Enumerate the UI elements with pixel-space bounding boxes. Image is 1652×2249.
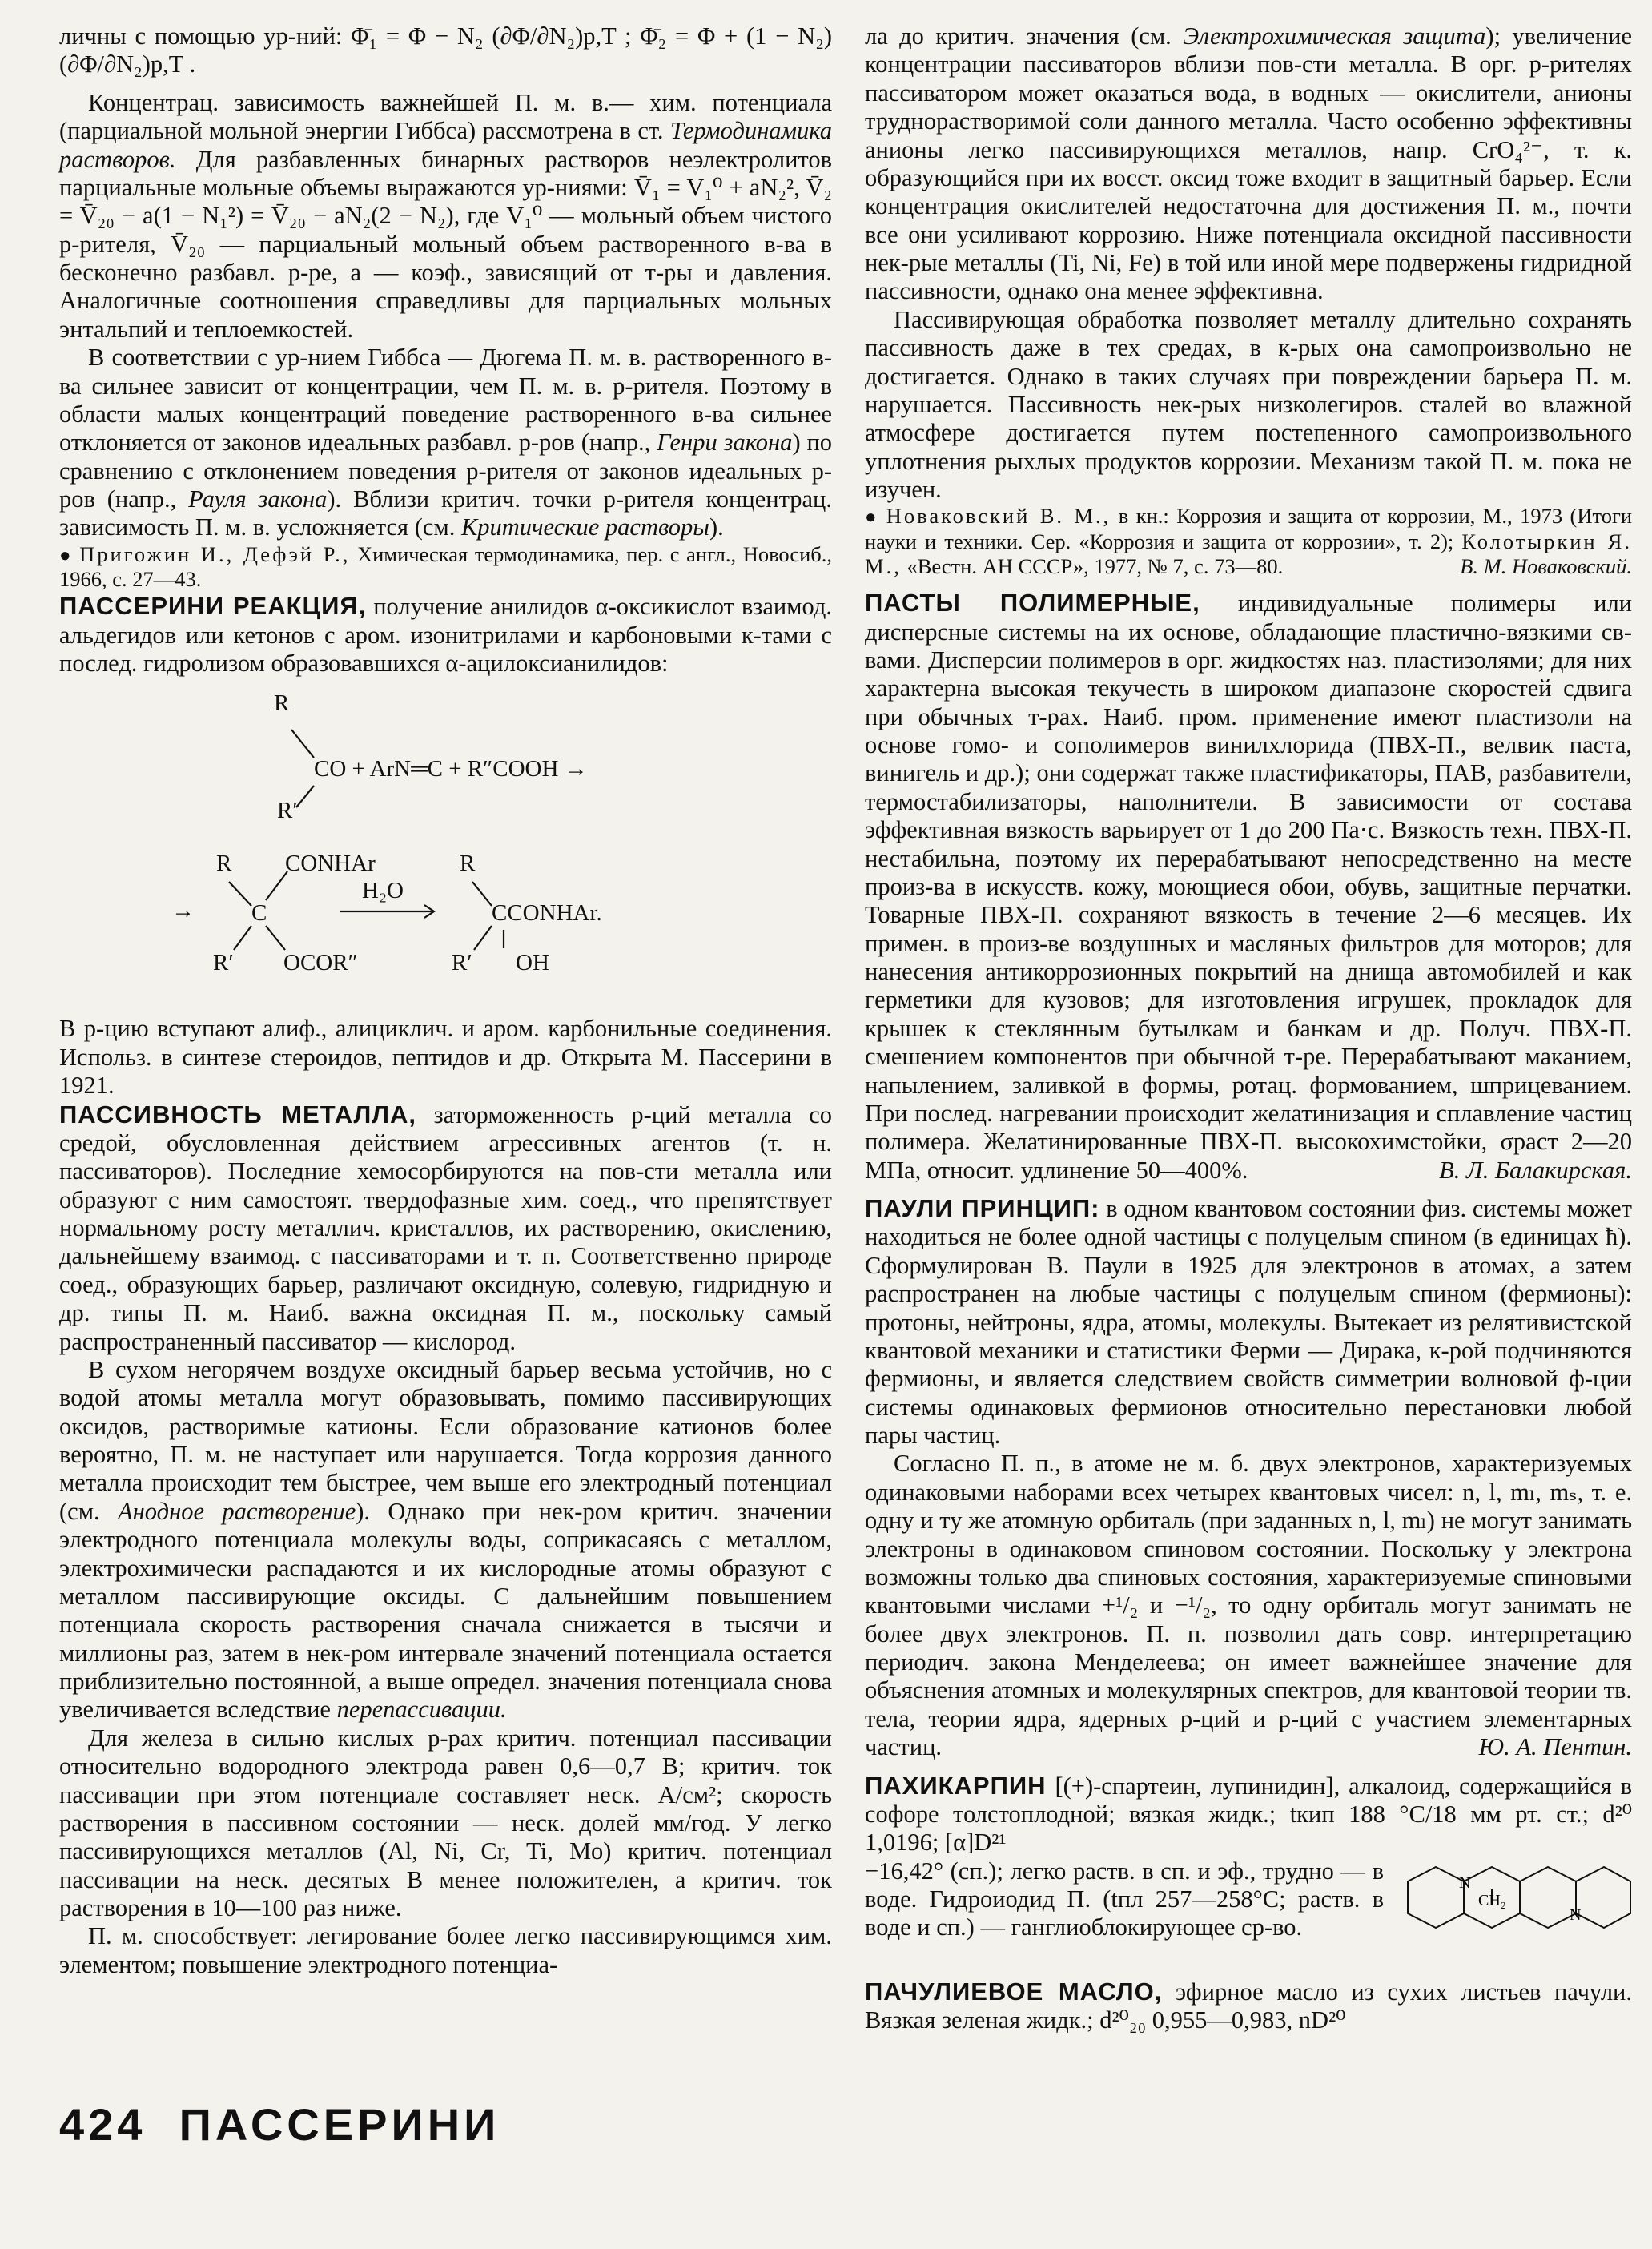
author-signature: В. М. Новаковский. (1460, 553, 1632, 578)
paragraph: Для железа в сильно кислых р-рах критич. потенциал пассивации относительно водородного электрода равен 0,6—0,7 В; критич. ток пассивации при этом потенциале составляет неск. А/см²; скорость растворения в пассивном состоянии — неск. долей мм/год. У легко пассивирующихся металлов (Al, Ni, Cr, Ti, Mo) критич. потенциал пассивации на неск. десятых В менее положителен, а критич. ток растворения в 10—100 раз ниже. (59, 1724, 832, 1922)
methylene-label: CH₂ (1478, 1891, 1506, 1909)
nitrogen-label: N (1570, 1905, 1582, 1924)
headword: ПАССИВНОСТЬ МЕТАЛЛА, (59, 1100, 416, 1129)
entry-passerini: ПАССЕРИНИ РЕАКЦИЯ, получение анилидов α-оксикислот взаимод. альдегидов или кетонов с аром. изонитрилами и карбоновыми к-тами с послед. гидролизом образовавшихся α-ацилоксианилидов: (59, 592, 832, 678)
nitrogen-label: N (1459, 1873, 1471, 1892)
bullet-icon: ● (865, 507, 879, 529)
paragraph: Концентрац. зависимость важнейшей П. м. в.— хим. потенциала (парциальной мольной энергии Гиббса) рассмотрена в ст. Термодинамика растворов. Для разбавленных бинарных растворов неэлектролитов парциальные мольные объемы выражаются ур-ниями: V̄₁ = V₁⁰ + aN₂², V̄₂ = V̄₂₀ − a(1 − N₁²) = V̄₂₀ − aN₂(2 − N₂), где V₁⁰ — мольный объем чистого р-рителя, V̄₂₀ — парциальный мольный объем растворенного в-ва в бесконечно разбавл. р-ре, a — коэф., зависящий от т-ры и давления. Аналогичные соотношения справедливы для парциальных мольных энтальпий и теплоемкостей. (59, 88, 833, 343)
cross-reference[interactable]: Анодное растворение (118, 1497, 356, 1525)
cross-reference[interactable]: Электрохимическая защита (1183, 22, 1486, 50)
cross-reference[interactable]: перепассивации. (336, 1696, 507, 1724)
cross-reference[interactable]: Генри закона (657, 428, 793, 457)
reaction-scheme (59, 686, 832, 1002)
paragraph: В соответствии с ур-нием Гиббса — Дюгема П. м. в. растворенного в-ва сильнее зависит от концентрации, чем П. м. в. р-рителя. Поэтому в области малых концентраций поведение растворенного в-ва сильнее отклоняется от законов идеальных разбавл. р-ров (напр., Генри закона) по сравнению с отклонением поведения р-рителя от законов идеальных р-ров (напр., Рауля закона). Вблизи критич. точки р-рителя концентрац. зависимость П. м. в. усложняется (см. Критические растворы). (59, 344, 833, 541)
running-head: ПАССЕРИНИ (179, 2099, 500, 2150)
reaction-line-1: CO + ArN═C + R″COOH → (314, 756, 588, 783)
headword: ПАУЛИ ПРИНЦИП: (865, 1194, 1100, 1223)
substituent-r: R (274, 690, 290, 717)
paragraph: В сухом негорячем воздухе оксидный барьер весьма устойчив, но с водой атомы металла могут образовывать, помимо пассивирующих оксидов, растворимые катионы. Если образование катионов более вероятно, П. м. не наступает или нарушается. Тогда коррозия данного металла происходит тем быстрее, чем выше его электродный потенциал (см. Анодное растворение). Однако при нек-ром критич. значении электродного потенциала молекулы воды, соприкасаясь с металлом, электрохимически распадаются и их кислородные атомы образуют с металлом пассивирующие оксиды. С дальнейшим повышением потенциала скорость растворения сначала снижается в тысячи и миллионы раз, затем в нек-ром интервале значений потенциала остается приблизительно постоянной, а выше определ. значения потенциала снова увеличивается вследствие перепассивации. (59, 1355, 833, 1724)
reaction-arrow: → (171, 898, 195, 924)
bullet-icon: ● (59, 545, 73, 566)
reference: ● Пригожин И., Дефэй Р., Химическая термодинамика, пер. с англ., Новосиб., 1966, с. 27—43. (59, 541, 833, 592)
paragraph: −16,42° (сп.); легко раств. в сп. и эф., трудно — в воде. Гидроиодид П. (tпл 257—258°C; раств. в воде и сп.) — ганглиоблокирующее ср-во. (865, 1857, 1384, 1941)
cross-reference[interactable]: Термодинамика растворов. (59, 117, 832, 173)
headword: ПАСТЫ ПОЛИМЕРНЫЕ, (865, 589, 1200, 618)
substituent-r-prime: R′ (452, 950, 472, 976)
headword: ПАХИКАРПИН (865, 1771, 1047, 1800)
entry-patchouli-oil: ПАЧУЛИЕВОЕ МАСЛО, эфирное масло из сухих листьев пачули. Вязкая зеленая жидк.; d²⁰₂₀ 0,955—0,983, nD²⁰ (865, 1977, 1632, 2034)
group-oh: OH (516, 950, 549, 976)
pachycarpine-block (865, 1857, 1632, 1942)
formula-paragraph: личны с помощью ур-ний: Φ̄₁ = Φ − N₂ (∂Φ/∂N₂)p,T ; Φ̄₂ = Φ + (1 − N₂)(∂Φ/∂N₂)p,T . (59, 22, 832, 78)
headword: ПАЧУЛИЕВОЕ МАСЛО, (865, 1977, 1163, 2006)
paragraph: Пассивирующая обработка позволяет металлу длительно сохранять пассивность даже в тех средах, в к-рых она самопроизвольно не достигается. Однако в таких случаях при повреждении барьера П. м. нарушается. Пассивность нек-рых низколегиров. сталей во влажной атмосфере достигается путем постепенного самопроизвольного уплотнения рыхлых продуктов коррозии. Механизм такой П. м. пока не изучен. (865, 305, 1632, 503)
entry-passivity: ПАССИВНОСТЬ МЕТАЛЛА, заторможенность р-ций металла со средой, обусловленная действием агрессивных агентов (т. н. пассиваторов). Последние хемосорбируются на пов-сти металла или образуют с ним самостоят. твердофазные хим. соед., что препятствует нормальному росту металлич. кристаллов, их растворению, окислению, дальнейшему взаимод. с пассиваторами и т. п. Соответственно природе соед., образующих барьер, различают оксидную, солевую, гидридную и др. типы П. м. Наиб. важна оксидная П. м., поскольку самый распространенный пассиватор — кислород. (59, 1100, 832, 1355)
sparteine-structure (1392, 1857, 1632, 1977)
entry-pachycarpine: ПАХИКАРПИН [(+)-спартеин, лупинидин], алкалоид, содержащийся в софоре толстоплодной; вязкая жидк.; tкип 188 °C/18 мм рт. ст.; d²⁰ 1,0196; [α]D²¹ (865, 1771, 1633, 1857)
paragraph: П. м. способствует: легирование более легко пассивирующимся хим. элементом; повышение электродного потенциа- (59, 1922, 832, 1978)
reagent-water: H₂O (362, 878, 404, 904)
group-conhar: CONHAr (285, 851, 376, 877)
carbon-center: C (251, 900, 267, 927)
left-column (59, 22, 832, 1979)
scheme-bonds (59, 686, 780, 1002)
paragraph: В р-цию вступают алиф., алициклич. и аром. карбонильные соединения. Использ. в синтезе стероидов, пептидов и др. Открыта М. Пассерини в 1921. (59, 1015, 832, 1100)
product-cconhar: CCONHAr. (492, 900, 602, 927)
author-signature: В. Л. Балакирская. (1439, 1156, 1632, 1184)
substituent-r: R (216, 851, 232, 877)
substituent-r-prime: R′ (213, 950, 234, 976)
right-column (865, 22, 1632, 2034)
cross-reference[interactable]: Рауля закона (188, 485, 328, 513)
page-footer (59, 2098, 500, 2150)
group-ocor: OCOR″ (283, 950, 358, 976)
cross-reference[interactable]: Критические растворы (460, 513, 709, 541)
entry-polymer-pastes: ПАСТЫ ПОЛИМЕРНЫЕ, индивидуальные полимеры или дисперсные системы на их основе, обладающие пластично-вязкими св-вами. Дисперсии полимеров в орг. жидкостях наз. пластизолями; для них характерна высокая текучесть в широком диапазоне скоростей сдвига при обычных т-рах. Наиб. пром. применение имеют пластизоли на основе гомо- и сополимеров винилхлорида (ПВХ-П., велвик паста, винигель и др.); они содержат также пластификаторы, ПАВ, разбавители, термостабилизаторы, наполнители. В зависимости от состава эффективная вязкость варьирует от 1 до 200 Па·с. Вязкость техн. ПВХ-П. нестабильна, поэтому их перерабатывают непосредственно на месте произ-ва в искусств. кожу, моющиеся обои, обувь, защитные перчатки. Товарные ПВХ-П. сохраняют вязкость в течение 2—6 месяцев. Их примен. в произ-ве воздушных и масляных фильтров для моторов; для нанесения антикоррозионных покрытий на днища автомобилей и как герметики для кузовов; для изготовления игрушек, прокладок для крышек к стеклянным бутылкам и банкам и др. Получ. ПВХ-П. смешением компонентов при обычной т-ре. Перерабатывают маканием, напылением, заливкой в формы, ротац. формованием, шприцеванием. При послед. нагревании происходит желатинизация и сплавление частиц полимера. Желатинированные ПВХ-П. высокохимстойки, σраст 2—20 МПа, относит. удлинение 50—400%. В. Л. Балакирская. (865, 589, 1632, 1184)
headword: ПАССЕРИНИ РЕАКЦИЯ, (59, 592, 367, 621)
paragraph: ла до критич. значения (см. Электрохимическая защита); увеличение концентрации пассиваторов вблизи пов-сти металла. В орг. р-рителях пассиватором может оказаться вода, в водных — окислители, анионы труднорастворимой соли данного металла. Часто особенно эффективны анионы легко пассивирующихся металлов, напр. CrO₄²⁻, т. к. образующийся при их восст. оксид тоже входит в защитный барьер. Если концентрация окислителей недостаточна для достижения П. м., почти все они усиливают коррозию. Ниже потенциала оксидной пассивности нек-рые металлы (Ti, Ni, Fe) в той или иной мере подвержены гидридной пассивности, однако она менее эффективна. (865, 22, 1633, 305)
substituent-r-prime: R′ (277, 798, 298, 824)
reference: ● Новаковский В. М., в кн.: Коррозия и защита от коррозии, М., 1973 (Итоги науки и техники. Сер. «Коррозия и защита от коррозии», т. 2); Колотыркин Я. М., «Вестн. АН СССР», 1977, № 7, с. 73—80. В. М. Новаковский. (865, 504, 1633, 578)
substituent-r: R (460, 851, 476, 877)
entry-pauli-principle: ПАУЛИ ПРИНЦИП: в одном квантовом состоянии физ. системы может находиться не более одной частицы с полуцелым спином (в единицах ħ). Сформулирован В. Паули в 1925 для электронов в атомах, а затем распространен на любые частицы с полуцелым спином (фермионы): протоны, нейтроны, ядра, атомы, молекулы. Вытекает из релятивистской квантовой механики и статистики Ферми — Дирака, к-рой подчиняются фермионы, и является следствием свойств симметрии волновой ф-ции системы одинаковых фермионов относительно перестановки любой пары частиц. (865, 1194, 1632, 1450)
author-signature: Ю. А. Пентин. (1478, 1733, 1632, 1761)
paragraph: Согласно П. п., в атоме не м. б. двух электронов, характеризуемых одинаковыми наборами всех четырех квантовых чисел: n, l, mₗ, mₛ, т. е. одну и ту же атомную орбиталь (при заданных n, l, mₗ) не могут занимать электроны в одинаковом спиновом состоянии. Поскольку у электрона возможны только два спиновых состояния, характеризуемые спиновыми квантовыми числами +¹/₂ и −¹/₂, то одну орбиталь могут занимать не более двух электронов. П. п. позволил дать совр. интерпретацию периодич. закона Менделеева; он имеет важнейшее значение для объяснения атомных и молекулярных спектров, для квантовой теории тв. тела, теории ядра, ядерных р-ций и р-ций с участием элементарных частиц. Ю. А. Пентин. (865, 1450, 1632, 1761)
page-number: 424 (59, 2099, 147, 2150)
